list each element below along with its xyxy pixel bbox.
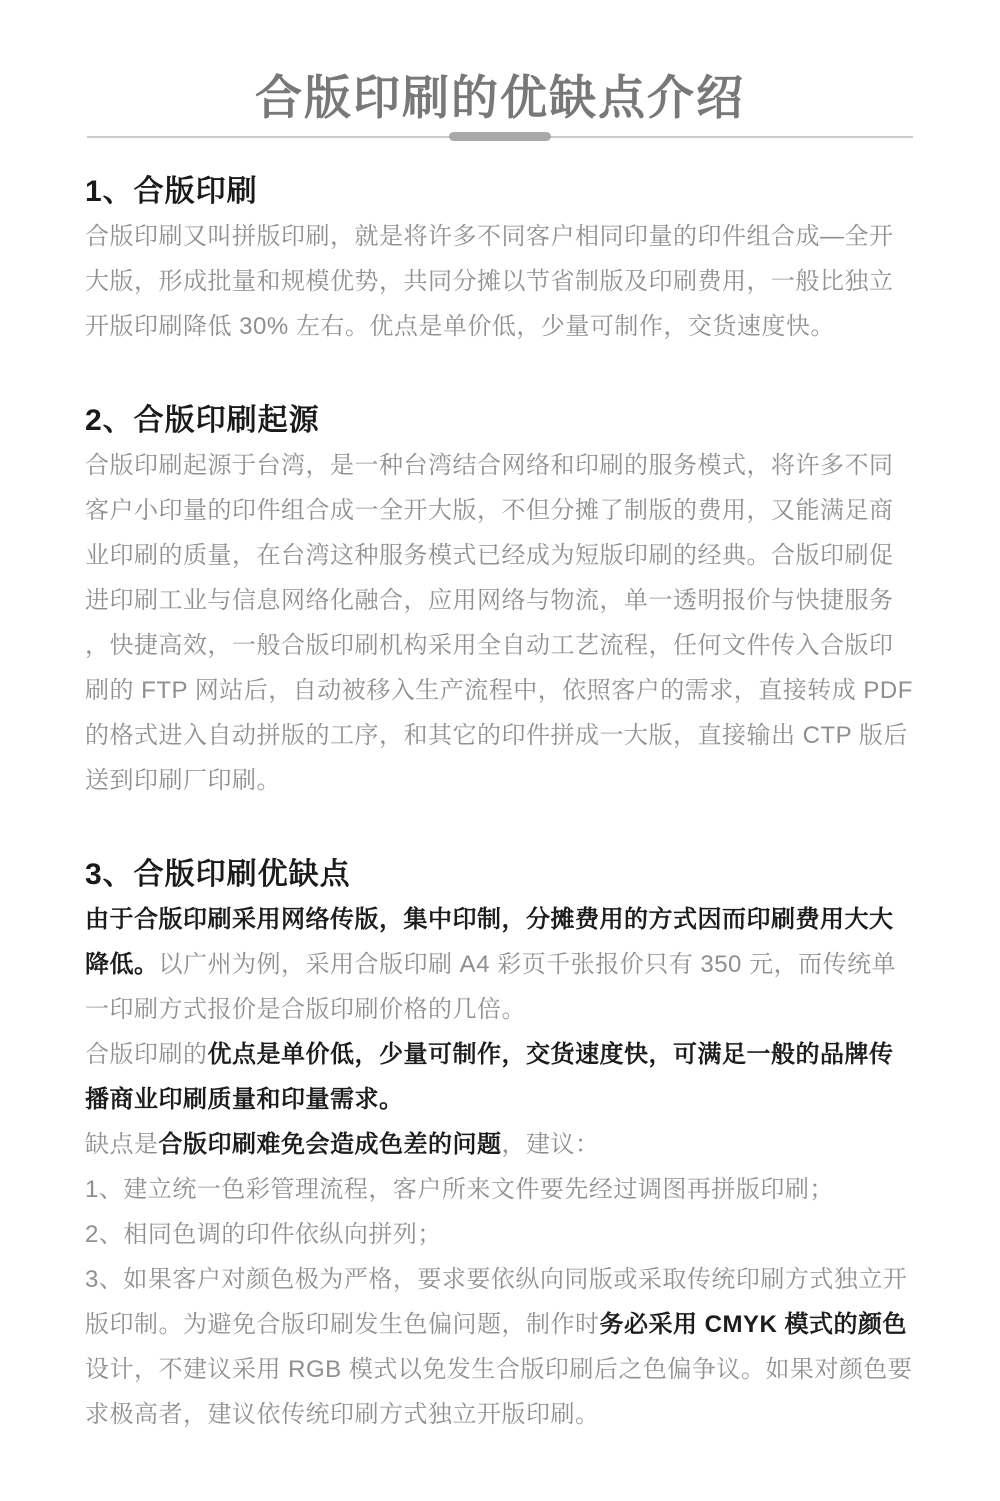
body-text: 1、建立统一色彩管理流程，客户所来文件要先经过调图再拼版印刷； (85, 1176, 834, 1203)
body-text: 3、如果客户对颜色极为严格，要求要依纵向同版或采取传统印刷方式独立开版印制。为避免合版印刷发生色偏问题，制作时 (85, 1266, 908, 1338)
section-heading: 3、合版印刷优缺点 (85, 858, 351, 891)
body-text: 合版印刷的 (85, 1041, 208, 1068)
emphasis-text: 由于合版印刷采用网络传版，集中印制，分摊费用的方式因而印刷费用大大降低。 (85, 906, 894, 978)
body-text: 以广州为例，采用合版印刷 A4 彩页千张报价只有 350 元，而传统单一印刷方式报价是合版印刷价格的几倍。 (85, 951, 897, 1023)
section-2 (85, 403, 915, 803)
emphasis-text: 优点是单价低，少量可制作，交货速度快，可满足一般的品牌传播商业印刷质量和印量需求。 (85, 1041, 894, 1113)
divider-center-bar (449, 132, 551, 141)
section-heading: 2、合版印刷起源 (85, 404, 320, 437)
body-text: ，建议： (501, 1131, 600, 1158)
body-text: 设计，不建议采用 RGB 模式以免发生合版印刷后之色偏争议。如果对颜色要求极高者，建议依传统印刷方式独立开版印刷。 (85, 1356, 913, 1428)
paragraph (85, 443, 915, 803)
section-heading: 1、合版印刷 (85, 175, 258, 208)
section-3 (85, 857, 915, 1437)
page-title: 合版印刷的优缺点介绍 (255, 71, 745, 124)
body-text: 2、相同色调的印件依纵向拼列； (85, 1221, 442, 1248)
body-text: 合版印刷又叫拼版印刷，就是将许多不同客户相同印量的印件组合成—全开大版，形成批量和规模优势，共同分摊以节省制版及印刷费用，一般比独立开版印刷降低 30% 左右。优点是单价低，少量可制作，交货速度快。 (85, 223, 894, 340)
paragraph (85, 214, 915, 349)
body-text: 合版印刷起源于台湾，是一种台湾结合网络和印刷的服务模式，将许多不同客户小印量的印件组合成一全开大版，不但分摊了制版的费用，又能满足商业印刷的质量，在台湾这种服务模式已经成为短版印刷的经典。合版印刷促进印刷工业与信息网络化融合，应用网络与物流，单一透明报价与快捷服务 ，快捷高效，一般合版印刷机构采用全自动工艺流程，任何文件传入合版印刷的 FTP 网站后，自动被移入生产流程中，依照客户的需求，直接转成 PDF 的格式进入自动拼版的工序，和其它的印件拼成一大版，直接输出 CTP 版后送到印刷厂印刷。 (85, 452, 913, 794)
paragraph (85, 1032, 915, 1122)
paragraph (85, 1212, 915, 1257)
article-sections (85, 174, 915, 1437)
title-divider (85, 132, 915, 141)
emphasis-text: 务必采用 CMYK 模式的颜色 (599, 1311, 907, 1338)
paragraph (85, 897, 915, 1032)
paragraph (85, 1122, 915, 1167)
section-1 (85, 174, 915, 349)
body-text: 缺点是 (85, 1131, 159, 1158)
emphasis-text: 合版印刷难免会造成色差的问题 (158, 1131, 502, 1158)
paragraph (85, 1167, 915, 1212)
paragraph (85, 1257, 915, 1437)
